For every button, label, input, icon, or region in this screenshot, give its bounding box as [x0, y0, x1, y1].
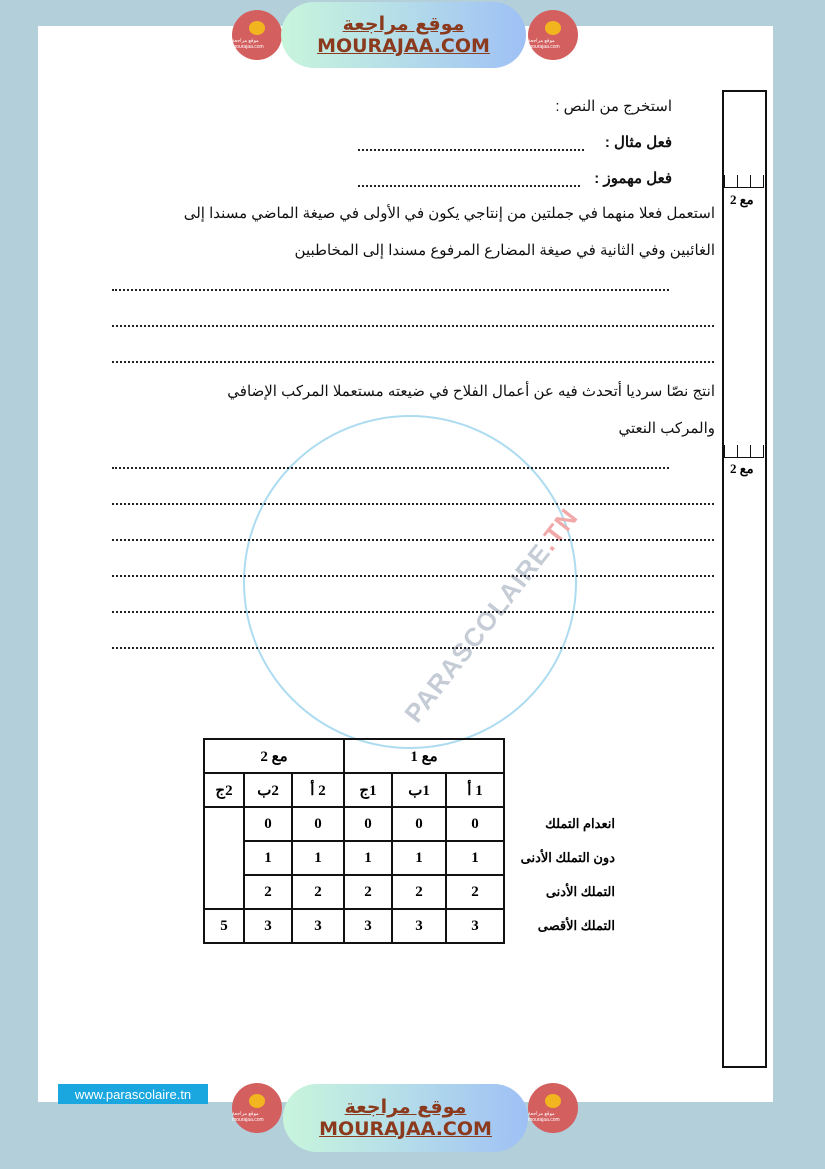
- answer-line[interactable]: [112, 647, 714, 649]
- table-row: التملك الأدنى 2 2 2 2 2: [204, 875, 621, 909]
- mourajaa-badge-right-footer[interactable]: موقع مراجعة mourajaa.com: [528, 1083, 578, 1133]
- group-header: مع 1: [344, 739, 504, 773]
- group-header: مع 2: [204, 739, 344, 773]
- column-header: 1 أ: [446, 773, 504, 807]
- book-icon: [545, 21, 561, 35]
- instruction-write-line1: انتج نصّا سرديا أتحدث فيه عن أعمال الفلاح في ضيعته مستعملا المركب الإضافي: [227, 383, 715, 400]
- table-row: انعدام التملك 0 0 0 0 0: [204, 807, 621, 841]
- criterion-mark-2: مع 2: [730, 461, 754, 476]
- column-header: 1ج: [344, 773, 392, 807]
- answer-line[interactable]: [112, 575, 714, 577]
- answer-line[interactable]: [112, 539, 714, 541]
- table-row: دون التملك الأدنى 1 1 1 1 1: [204, 841, 621, 875]
- instruction-use-line2: الغائبين وفي الثانية في صيغة المضارع المرفوع مسندا إلى المخاطبين: [294, 242, 715, 259]
- grading-margin-column: [722, 90, 767, 1068]
- score-ticks-2: [724, 445, 764, 458]
- mourajaa-header-link[interactable]: موقع مراجعة MOURAJAA.COM: [281, 2, 526, 68]
- answer-line[interactable]: [112, 611, 714, 613]
- parascolaire-link[interactable]: www.parascolaire.tn: [58, 1084, 208, 1104]
- item-hamzated-verb-label: فعل مهموز :: [594, 170, 672, 187]
- mourajaa-badge-left[interactable]: موقع مراجعة mourajaa.com: [232, 10, 282, 60]
- book-icon: [545, 1094, 561, 1108]
- mourajaa-badge-left-footer[interactable]: موقع مراجعة mourajaa.com: [232, 1083, 282, 1133]
- watermark-text: PARASCOLAIRE.TN: [398, 502, 584, 729]
- answer-line[interactable]: [112, 289, 669, 291]
- answer-line[interactable]: [112, 361, 714, 363]
- item-example-verb-label: فعل مثال :: [604, 134, 672, 151]
- instruction-write-line2: والمركب النعتي: [618, 420, 715, 437]
- column-header: 1ب: [392, 773, 446, 807]
- column-header: 2 أ: [292, 773, 344, 807]
- answer-line[interactable]: [112, 503, 714, 505]
- answer-line-example-verb[interactable]: [358, 149, 584, 151]
- grading-criteria-table: [203, 738, 621, 944]
- book-icon: [249, 1094, 265, 1108]
- instruction-extract: استخرج من النص :: [555, 98, 672, 115]
- answer-line[interactable]: [112, 467, 669, 469]
- book-icon: [249, 21, 265, 35]
- mourajaa-footer-link[interactable]: موقع مراجعة MOURAJAA.COM: [283, 1084, 528, 1152]
- answer-line[interactable]: [112, 325, 714, 327]
- column-header: 2ج: [204, 773, 244, 807]
- answer-line-hamzated-verb[interactable]: [358, 185, 580, 187]
- criterion-mark-1: مع 2: [730, 192, 754, 207]
- column-header: 2ب: [244, 773, 292, 807]
- instruction-use-line1: استعمل فعلا منهما في جملتين من إنتاجي يكون في الأولى في صيغة الماضي مسندا إلى: [183, 205, 715, 222]
- score-ticks-1: [724, 175, 764, 188]
- mourajaa-badge-right[interactable]: موقع مراجعة mourajaa.com: [528, 10, 578, 60]
- table-row: التملك الأقصى 3 3 3 3 3 5: [204, 909, 621, 943]
